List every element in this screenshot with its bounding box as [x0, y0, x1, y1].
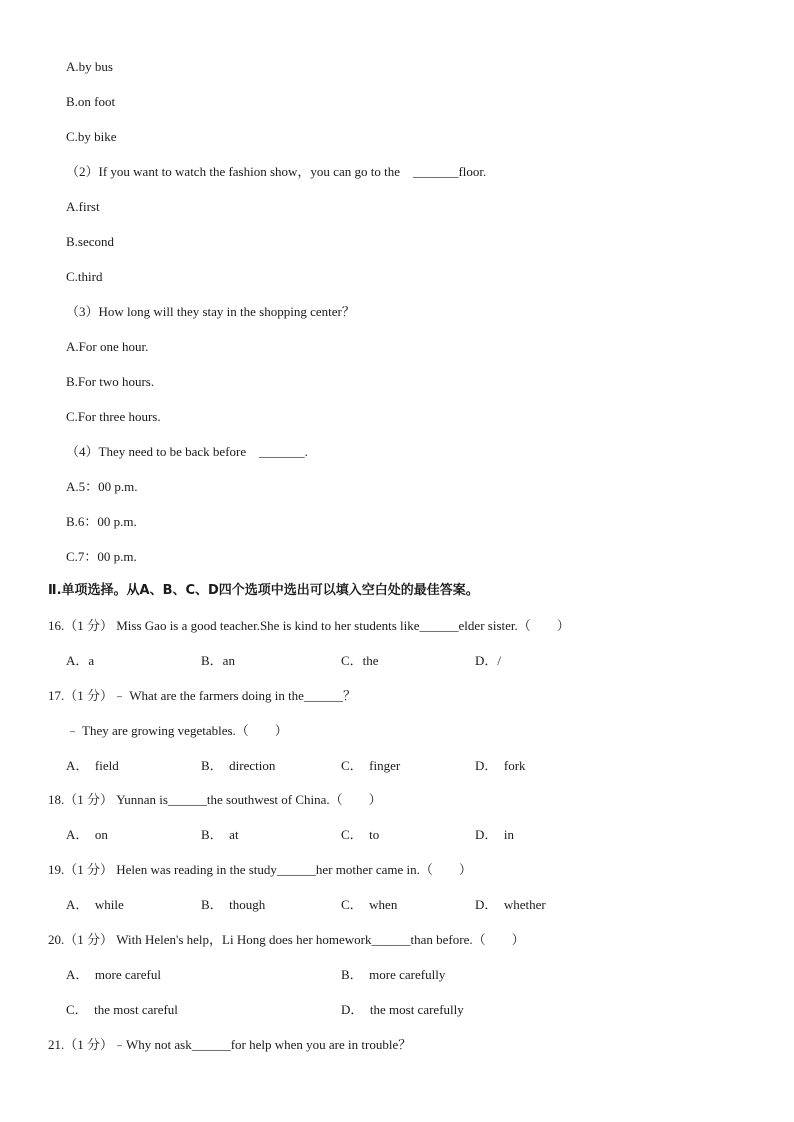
q19-option-a: A． while	[66, 897, 124, 912]
sub-question-3: （3）How long will they stay in the shopping center？	[66, 304, 355, 319]
option-b: B.second	[66, 234, 115, 249]
q17-option-b: B． direction	[201, 758, 276, 773]
q17-option-d: D． fork	[475, 758, 526, 773]
q18-option-c: C． to	[341, 827, 380, 842]
question-16-stem: 16.（1 分） Miss Gao is a good teacher.She is kind to her students like______elder sister.（ ）	[48, 618, 570, 633]
option-c: C.third	[66, 269, 103, 284]
q17-option-a: A． field	[66, 758, 119, 773]
q17-option-c: C． finger	[341, 758, 401, 773]
sub-question-2: （2）If you want to watch the fashion show，you can go to the _______floor.	[66, 164, 487, 179]
q20-option-a: A． more careful	[66, 967, 161, 982]
q20-option-c: C． the most careful	[66, 1002, 178, 1017]
question-17-stem: 17.（1 分）﹣ What are the farmers doing in the______？	[48, 688, 356, 703]
q20-option-b: B． more carefully	[341, 967, 446, 982]
option-a: A.first	[66, 199, 100, 214]
sub-question-4: （4）They need to be back before _______.	[66, 444, 308, 459]
option-b: B.6：00 p.m.	[66, 514, 137, 529]
option-b: B.For two hours.	[66, 374, 155, 389]
q18-option-d: D． in	[475, 827, 515, 842]
q19-option-b: B． though	[201, 897, 266, 912]
option-c: C.7：00 p.m.	[66, 549, 137, 564]
q19-option-d: D． whether	[475, 897, 546, 912]
q19-option-c: C． when	[341, 897, 398, 912]
option-a: A.by bus	[66, 59, 113, 74]
section-heading: Ⅱ.单项选择。从A、B、C、D四个选项中选出可以填入空白处的最佳答案。	[48, 583, 479, 598]
option-c: C.by bike	[66, 129, 117, 144]
q16-option-b: B．an	[201, 653, 235, 668]
q18-option-b: B． at	[201, 827, 239, 842]
option-b: B.on foot	[66, 94, 116, 109]
question-19-stem: 19.（1 分） Helen was reading in the study______her mother came in.（ ）	[48, 862, 472, 877]
question-20-stem: 20.（1 分） With Helen's help，Li Hong does her homework______than before.（ ）	[48, 932, 525, 947]
q16-option-d: D．/	[475, 653, 502, 668]
question-18-stem: 18.（1 分） Yunnan is______the southwest of China.（ ）	[48, 792, 382, 807]
q20-option-d: D． the most carefully	[341, 1002, 464, 1017]
q16-option-a: A．a	[66, 653, 95, 668]
option-c: C.For three hours.	[66, 409, 161, 424]
question-21-stem: 21.（1 分）﹣Why not ask______for help when you are in trouble？	[48, 1037, 412, 1052]
option-a: A.5：00 p.m.	[66, 479, 138, 494]
q16-option-c: C．the	[341, 653, 379, 668]
question-17-answer-line: ﹣ They are growing vegetables.（ ）	[66, 723, 288, 738]
q18-option-a: A． on	[66, 827, 108, 842]
option-a: A.For one hour.	[66, 339, 149, 354]
